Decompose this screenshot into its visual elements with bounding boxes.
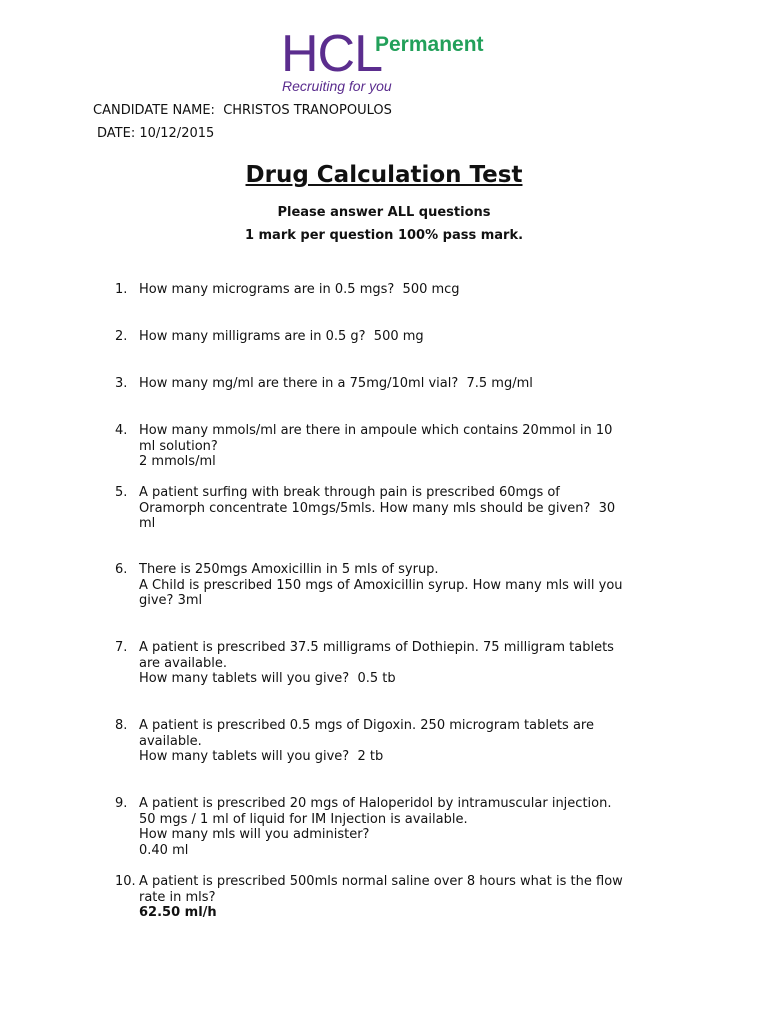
- question-line: are available.: [139, 655, 227, 671]
- question-number: 1.: [115, 282, 128, 297]
- question-text: [139, 485, 675, 532]
- hcl-permanent-logo: [281, 25, 521, 94]
- question-line: Oramorph concentrate 10mgs/5mls. How many mls should be given? 30: [139, 500, 616, 516]
- question-line: 0.40 ml: [139, 843, 189, 859]
- logo-tagline: Recruiting for you: [282, 78, 392, 94]
- question-line: How many mmols/ml are there in ampoule which contains 20mmol in 10: [139, 423, 613, 438]
- question-item: [115, 485, 675, 532]
- question-line: A Child is prescribed 150 mgs of Amoxicillin syrup. How many mls will you: [139, 577, 623, 593]
- question-item: [115, 562, 675, 609]
- question-line: A patient surfing with break through pain is prescribed 60mgs of: [139, 485, 560, 500]
- question-text: [139, 329, 675, 345]
- date-value: 10/12/2015: [139, 126, 215, 141]
- question-item: [115, 282, 675, 298]
- question-number: 7.: [115, 640, 128, 655]
- question-line: How many tablets will you give? 0.5 tb: [139, 671, 396, 687]
- question-line: give? 3ml: [139, 593, 203, 609]
- logo-hcl-text: HCL: [281, 25, 383, 83]
- instructions-line-1: Please answer ALL questions: [277, 205, 491, 220]
- candidate-label: CANDIDATE NAME:: [93, 103, 215, 118]
- question-number: 2.: [115, 329, 128, 344]
- question-line: rate in mls?: [139, 889, 216, 905]
- question-text: [139, 423, 675, 470]
- question-line: How many milligrams are in 0.5 g? 500 mg: [139, 329, 424, 344]
- question-number: 8.: [115, 718, 128, 733]
- logo-permanent-text: Permanent: [375, 33, 484, 56]
- question-number: 4.: [115, 423, 128, 438]
- question-line: A patient is prescribed 37.5 milligrams of Dothiepin. 75 milligram tablets: [139, 640, 614, 655]
- candidate-name: CHRISTOS TRANOPOULOS: [223, 103, 392, 118]
- question-number: 5.: [115, 485, 128, 500]
- question-text: [139, 796, 675, 859]
- question-answer: 62.50 ml/h: [139, 905, 217, 921]
- date-line: [97, 126, 214, 142]
- question-item: [115, 874, 675, 921]
- question-line: There is 250mgs Amoxicillin in 5 mls of syrup.: [139, 562, 439, 577]
- question-line: A patient is prescribed 0.5 mgs of Digoxin. 250 microgram tablets are: [139, 718, 594, 733]
- question-line: available.: [139, 733, 202, 749]
- question-text: [139, 874, 675, 921]
- question-line: 50 mgs / 1 ml of liquid for IM Injection is available.: [139, 811, 468, 827]
- question-item: [115, 329, 675, 345]
- question-line: How many mg/ml are there in a 75mg/10ml vial? 7.5 mg/ml: [139, 376, 533, 391]
- question-line: How many tablets will you give? 2 tb: [139, 749, 384, 765]
- instructions-line-2: 1 mark per question 100% pass mark.: [244, 228, 524, 243]
- question-line: 2 mmols/ml: [139, 454, 216, 470]
- question-text: [139, 282, 675, 298]
- question-item: [115, 640, 675, 687]
- question-line: A patient is prescribed 20 mgs of Haloperidol by intramuscular injection.: [139, 796, 612, 811]
- question-item: [115, 423, 675, 470]
- date-label: DATE:: [97, 126, 136, 141]
- question-line: A patient is prescribed 500mls normal saline over 8 hours what is the flow: [139, 874, 623, 889]
- question-line: ml: [139, 516, 156, 532]
- question-item: [115, 718, 675, 765]
- question-text: [139, 376, 675, 392]
- question-number: 9.: [115, 796, 128, 811]
- question-number: 6.: [115, 562, 128, 577]
- question-text: [139, 640, 675, 687]
- question-number: 3.: [115, 376, 128, 391]
- question-line: ml solution?: [139, 438, 218, 454]
- question-text: [139, 718, 675, 765]
- candidate-line: [93, 103, 392, 119]
- question-line: How many mls will you administer?: [139, 827, 370, 843]
- question-line: How many micrograms are in 0.5 mgs? 500 mcg: [139, 282, 460, 297]
- question-text: [139, 562, 675, 609]
- question-item: [115, 376, 675, 392]
- question-number: 10.: [115, 874, 136, 889]
- page-title: Drug Calculation Test: [245, 162, 523, 188]
- question-item: [115, 796, 675, 859]
